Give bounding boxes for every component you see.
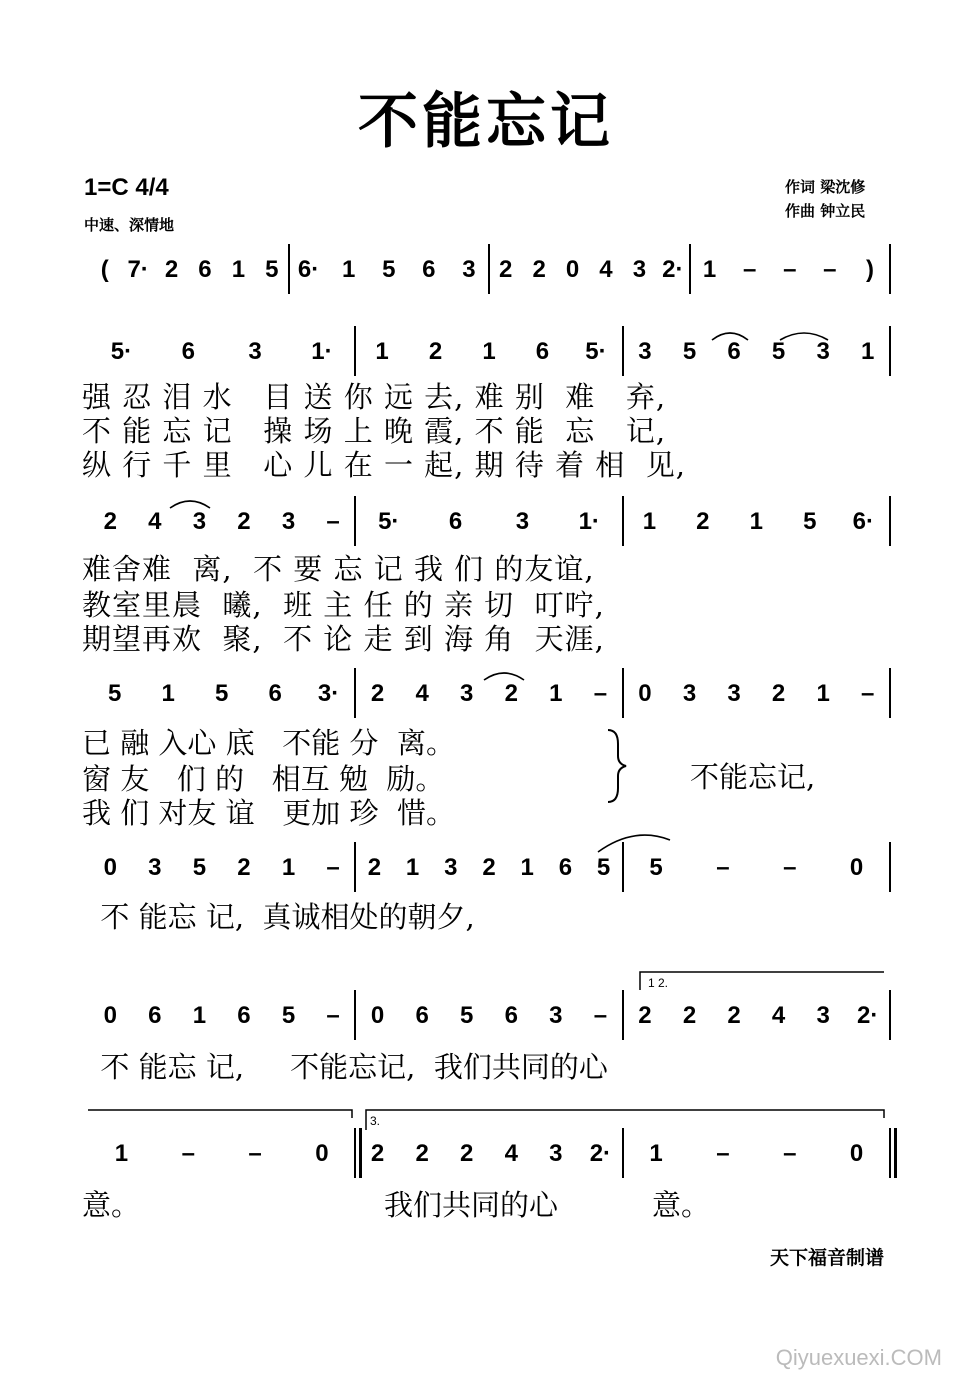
bar-line: [488, 244, 490, 294]
note: 0: [565, 256, 580, 283]
note: 4: [504, 1140, 518, 1167]
tempo-marking: 中速、深情地: [84, 216, 175, 234]
note: 2: [696, 508, 710, 535]
note: 2: [532, 256, 546, 283]
bar-line: [889, 1128, 891, 1178]
note: 1: [816, 680, 830, 707]
note: 2: [237, 854, 251, 881]
note: 1: [281, 854, 296, 881]
lyric-line: 难舍难 离, 不 要 忘 记 我 们 的友谊,: [82, 552, 595, 586]
note: 1: [482, 338, 496, 365]
note: 6: [148, 1002, 162, 1029]
bar-line: [288, 244, 290, 294]
lyric-line: 我 们 对友 谊 更加 珍 惜。: [82, 796, 455, 830]
note: –: [181, 1140, 195, 1167]
note: 5·: [110, 338, 133, 365]
note: 1: [861, 338, 875, 365]
note: 6: [558, 854, 573, 881]
note: 2: [682, 1002, 697, 1029]
note: 2: [428, 338, 443, 365]
note: 5: [682, 338, 697, 365]
note: –: [326, 1002, 340, 1029]
note: 1: [405, 854, 420, 881]
note: 6: [181, 338, 195, 365]
note: 2: [415, 1140, 429, 1167]
bar-line: [359, 1128, 362, 1178]
note: 1: [649, 1140, 663, 1167]
note: 5: [265, 256, 279, 283]
note: –: [326, 508, 340, 535]
note: 3: [444, 854, 458, 881]
lyricist-credit: 作词 梁沈修: [785, 178, 866, 196]
bar-line: [894, 1128, 897, 1178]
lyric-line: 不 能忘 记, 不能忘记, 我们共同的心: [82, 1050, 608, 1084]
bar-line: [622, 990, 624, 1040]
note: 5: [596, 854, 611, 881]
volta-label: 3.: [370, 1114, 381, 1128]
bar-line: [354, 496, 356, 546]
bar-line: [889, 842, 891, 892]
note: 2: [499, 256, 513, 283]
note: 1: [642, 508, 657, 535]
note: 5: [460, 1002, 474, 1029]
notation-row: [0, 496, 972, 552]
note: –: [823, 256, 837, 283]
note: 0: [849, 1140, 864, 1167]
note: 6: [535, 338, 550, 365]
note: 0: [370, 1002, 385, 1029]
note: 3: [816, 1002, 830, 1029]
lyric-line: 教室里晨 曦, 班 主 任 的 亲 切 叮咛,: [82, 588, 605, 622]
lyric-line: 强 忍 泪 水 目 送 你 远 去, 难 别 难 弃,: [82, 380, 667, 414]
note: 2: [638, 1002, 652, 1029]
bar-line: [889, 990, 891, 1040]
note: –: [783, 854, 797, 881]
note: 2·: [589, 1140, 612, 1167]
note: 5·: [585, 338, 607, 365]
notation-row: [0, 990, 972, 1046]
lyric-line: 我们共同的心: [384, 1188, 559, 1222]
note: ): [865, 256, 874, 283]
lyric-line: 已 融 入心 底 不能 分 离。: [82, 726, 455, 760]
note: 2: [482, 854, 496, 881]
note: 6·: [297, 256, 320, 283]
note: 3: [549, 1140, 563, 1167]
note: 3: [727, 680, 741, 707]
note: 6·: [852, 508, 874, 535]
note: 2: [504, 680, 518, 707]
note: 1: [161, 680, 175, 707]
note: 2·: [857, 1002, 879, 1029]
note: 2: [727, 1002, 741, 1029]
note: 2·: [662, 256, 684, 283]
notation-row: [0, 668, 972, 724]
lyric-line: 意。: [82, 1188, 141, 1222]
note: –: [716, 1140, 730, 1167]
note: 0: [103, 1002, 117, 1029]
note: 6: [198, 256, 212, 283]
signature: 天下福音制谱: [769, 1247, 884, 1269]
bar-line: [354, 990, 356, 1040]
bar-line: [354, 842, 356, 892]
composer-credit: 作曲 钟立民: [785, 202, 866, 220]
note: 6: [422, 256, 436, 283]
bar-line: [622, 1128, 624, 1178]
note: 0: [638, 680, 652, 707]
lyric-line: 纵 行 千 里 心 儿 在 一 起, 期 待 着 相 见,: [82, 448, 686, 482]
note: –: [783, 1140, 797, 1167]
volta-label: 1 2.: [648, 976, 669, 990]
volta-bracket: [366, 1110, 884, 1130]
note: 3: [632, 256, 647, 283]
note: 3: [281, 508, 296, 535]
bar-line: [354, 668, 356, 718]
note: 2: [164, 256, 179, 283]
note: 3: [638, 338, 652, 365]
note: –: [861, 680, 875, 707]
note: 3: [515, 508, 530, 535]
note: 1·: [311, 338, 333, 365]
note: 2: [771, 680, 786, 707]
note: 2: [367, 854, 382, 881]
song-title: 不能忘记: [358, 87, 614, 157]
note: 1: [702, 256, 717, 283]
note: 6: [727, 338, 741, 365]
note: 2: [370, 680, 385, 707]
bar-line: [889, 668, 891, 718]
lyric-line: 窗 友 们 的 相互 勉 励。: [82, 762, 445, 796]
bar-line: [354, 1128, 356, 1178]
lyric-line: 期望再欢 聚, 不 论 走 到 海 角 天涯,: [82, 622, 605, 656]
note: 6: [237, 1002, 251, 1029]
note: 1: [114, 1140, 129, 1167]
note: 5: [771, 338, 786, 365]
note: 6: [268, 680, 282, 707]
note: –: [742, 256, 757, 283]
note: –: [783, 256, 797, 283]
note: 5: [192, 854, 207, 881]
note: 3: [462, 256, 476, 283]
note: –: [593, 1002, 608, 1029]
note: 0: [315, 1140, 329, 1167]
note: 0: [849, 854, 864, 881]
lyric-line: 意。: [652, 1188, 711, 1222]
note: 4: [771, 1002, 786, 1029]
note: 1: [749, 508, 763, 535]
bar-line: [622, 668, 624, 718]
note: 3: [549, 1002, 563, 1029]
note: 1: [549, 680, 563, 707]
note: 3: [148, 854, 162, 881]
bar-line: [689, 244, 691, 294]
volta-bracket: [88, 1110, 352, 1118]
bar-line: [889, 244, 891, 294]
note: –: [593, 680, 608, 707]
note: 1: [192, 1002, 207, 1029]
note: 4: [415, 680, 429, 707]
bar-line: [889, 326, 891, 376]
note: (: [100, 256, 109, 283]
note: 1: [520, 854, 534, 881]
volta-bracket: [640, 972, 884, 990]
chorus-lyric: 不能忘记,: [690, 760, 816, 794]
note: 4: [148, 508, 162, 535]
note: –: [716, 854, 730, 881]
note: 1: [231, 256, 246, 283]
watermark: Qiyuexuexi.COM: [775, 1345, 942, 1370]
bar-line: [622, 842, 624, 892]
note: 1: [341, 256, 356, 283]
note: 5: [214, 680, 229, 707]
key-signature: 1=C 4/4: [84, 174, 169, 201]
note: 3: [816, 338, 830, 365]
note: 3: [460, 680, 474, 707]
bar-line: [622, 496, 624, 546]
note: 3: [248, 338, 262, 365]
note: 6: [415, 1002, 429, 1029]
lyric-line: 不 能忘 记, 真诚相处的朝夕,: [82, 900, 475, 934]
note: 5: [382, 256, 396, 283]
note: 2: [237, 508, 251, 535]
note: 7·: [127, 256, 149, 283]
brace-icon: [608, 730, 626, 802]
note: 6: [448, 508, 463, 535]
note: 5: [649, 854, 663, 881]
note: 5: [281, 1002, 296, 1029]
note: 5: [108, 680, 122, 707]
note: –: [326, 854, 340, 881]
notation-row: [0, 244, 972, 300]
note: 0: [103, 854, 117, 881]
note: 3·: [317, 680, 340, 707]
lyric-line: 不 能 忘 记 操 场 上 晚 霞, 不 能 忘 记,: [82, 414, 667, 448]
note: 2: [103, 508, 117, 535]
notation-row: [0, 326, 972, 382]
note: 2: [460, 1140, 474, 1167]
note: 1: [375, 338, 389, 365]
note: 1·: [578, 508, 600, 535]
note: 5·: [378, 508, 400, 535]
note: 6: [504, 1002, 518, 1029]
note: –: [248, 1140, 262, 1167]
bar-line: [354, 326, 356, 376]
note: 2: [370, 1140, 385, 1167]
bar-line: [889, 496, 891, 546]
note: 4: [599, 256, 613, 283]
notation-row: [0, 1128, 972, 1184]
bar-line: [622, 326, 624, 376]
note: 3: [682, 680, 697, 707]
notation-row: [0, 842, 972, 898]
note: 5: [803, 508, 817, 535]
note: 3: [192, 508, 207, 535]
